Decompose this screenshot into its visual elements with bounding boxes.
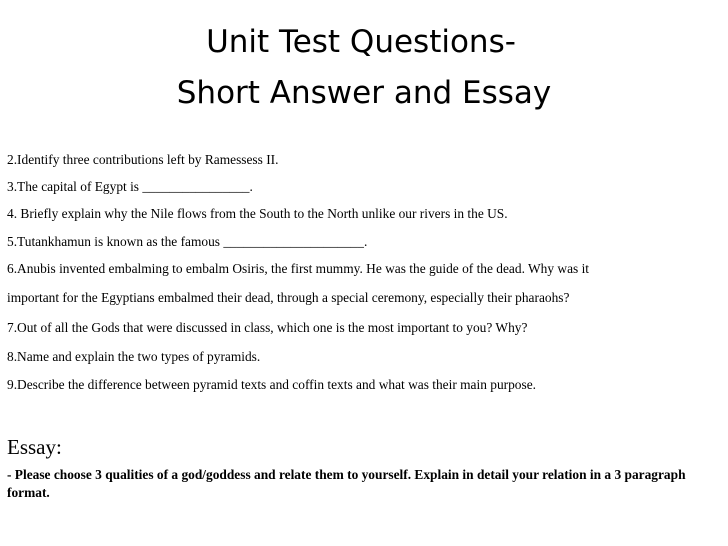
- essay-text-part-1: - Please choose: [7, 467, 96, 482]
- question-6-line-1: 6.Anubis invented embalming to embalm Osiris, the first mummy. He was the guide of the dead. Why was it: [7, 261, 590, 276]
- essay-text-part-2: qualities of a god/goddess and relate them to yourself. Explain in detail your relation in a: [101, 467, 615, 482]
- page-title-line-1: Unit Test Questions-: [206, 24, 516, 60]
- question-7: 7.Out of all the Gods that were discussed in class, which one is the most important to you? Why?: [7, 320, 528, 335]
- question-6-line-2: important for the Egyptians embalmed their dead, through a special ceremony, especially their pharaohs?: [7, 290, 570, 305]
- page-title-line-2: Short Answer and Essay: [176, 75, 552, 111]
- question-4: 4. Briefly explain why the Nile flows from the South to the North unlike our rivers in the US.: [7, 206, 508, 221]
- question-9: 9.Describe the difference between pyramid texts and coffin texts and what was their main purpose.: [7, 377, 537, 392]
- essay-instructions: [7, 466, 723, 502]
- question-2: 2.Identify three contributions left by Ramessess II.: [7, 152, 279, 167]
- essay-text-part-3: paragraph format.: [7, 467, 686, 500]
- question-5: 5.Tutankhamun is known as the famous _____________________.: [7, 234, 368, 249]
- question-8: 8.Name and explain the two types of pyramids.: [7, 349, 261, 364]
- essay-heading: Essay:: [7, 435, 62, 459]
- essay-qualities-count: 3: [95, 467, 102, 482]
- question-3: 3.The capital of Egypt is ________________.: [7, 179, 253, 194]
- essay-paragraph-count: 3: [614, 467, 622, 482]
